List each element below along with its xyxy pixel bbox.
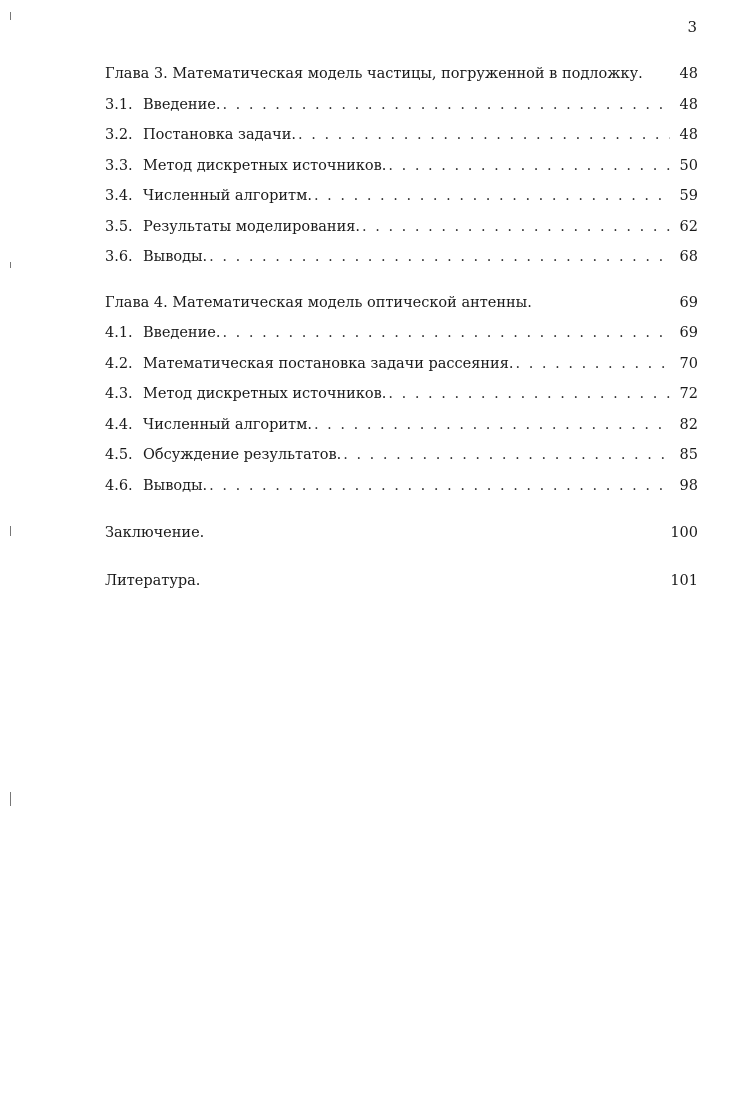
toc-section-number: 3.5. [105,218,133,235]
spacer [105,556,698,573]
toc-section-title: Выводы. [143,249,208,265]
spacer [105,508,698,525]
toc-section-row[interactable] [105,219,698,250]
toc-section-row[interactable] [105,158,698,189]
toc-leader-dots [362,219,670,235]
toc-section-title: Математическая постановка задачи рассеяния. [143,355,514,372]
toc-page-number: 72 [679,386,698,402]
margin-scan-mark [10,526,11,536]
toc-section-row[interactable] [105,127,698,158]
toc-page-number: 62 [679,218,698,235]
toc-page-number: 98 [679,477,698,494]
toc-chapter-title: Литература. [105,572,201,589]
toc-chapter-title: Глава 4. Математическая модель оптической антенны. [105,294,532,311]
toc-leader-dots [314,417,670,433]
table-of-contents [105,66,698,603]
toc-section-number: 4.5. [105,447,133,463]
toc-section-row[interactable] [105,249,698,280]
toc-section-title: Метод дискретных источников. [143,157,387,174]
toc-leader-dots [388,158,670,174]
toc-page-number: 48 [679,96,698,113]
toc-page-number: 48 [679,127,698,143]
toc-chapter-title: Глава 3. Математическая модель частицы, погруженной в подложку. [105,66,643,82]
margin-scan-mark [10,12,11,20]
toc-section-title: Результаты моделирования. [143,218,361,235]
toc-section-number: 4.2. [105,355,133,372]
toc-leader-dots [388,386,670,402]
toc-page-number: 48 [679,66,698,82]
toc-section-title: Численный алгоритм. [143,188,312,204]
toc-literature[interactable] [105,573,698,604]
toc-chapter-3[interactable] [105,66,698,97]
toc-section-number: 3.3. [105,157,133,174]
toc-section-title: Метод дискретных источников. [143,386,387,402]
toc-leader-dots [222,97,670,113]
toc-page-number: 59 [679,188,698,204]
toc-page-number: 85 [679,447,698,463]
toc-section-title: Выводы. [143,477,208,494]
toc-leader-dots [515,356,670,372]
toc-section-row[interactable] [105,188,698,219]
spacer [105,280,698,295]
toc-section-row[interactable] [105,325,698,356]
toc-page-number: 50 [679,157,698,174]
toc-section-row[interactable] [105,478,698,509]
toc-page-number: 101 [670,572,698,589]
toc-section-row[interactable] [105,386,698,417]
toc-section-number: 4.1. [105,325,133,341]
toc-leader-dots [314,188,670,204]
toc-section-number: 3.2. [105,127,133,143]
toc-conclusion[interactable] [105,525,698,556]
toc-section-title: Обсуждение результатов. [143,447,342,463]
toc-section-number: 4.4. [105,416,133,433]
toc-section-title: Введение. [143,325,221,341]
toc-chapter-4[interactable] [105,295,698,326]
toc-page-number: 70 [679,355,698,372]
toc-section-title: Численный алгоритм. [143,416,312,433]
margin-scan-mark [10,262,11,268]
toc-section-number: 3.4. [105,188,133,204]
toc-leader-dots [298,127,670,143]
toc-section-row[interactable] [105,447,698,478]
toc-leader-dots [209,478,670,494]
toc-page-number: 82 [679,416,698,433]
toc-section-row[interactable] [105,356,698,387]
toc-chapter-title: Заключение. [105,525,205,541]
margin-scan-mark [10,792,11,806]
toc-section-title: Постановка задачи. [143,127,297,143]
toc-section-number: 4.6. [105,477,133,494]
toc-page-number: 68 [679,249,698,265]
toc-section-number: 4.3. [105,386,133,402]
toc-leader-dots [209,249,670,265]
toc-leader-dots [343,447,670,463]
toc-section-row[interactable] [105,97,698,128]
toc-section-number: 3.1. [105,96,133,113]
toc-section-title: Введение. [143,96,221,113]
toc-page-number: 69 [679,325,698,341]
page-number: 3 [687,18,697,36]
toc-leader-dots [222,325,670,341]
toc-section-row[interactable] [105,417,698,448]
toc-section-number: 3.6. [105,249,133,265]
toc-page-number: 100 [670,525,698,541]
toc-page-number: 69 [679,294,698,311]
